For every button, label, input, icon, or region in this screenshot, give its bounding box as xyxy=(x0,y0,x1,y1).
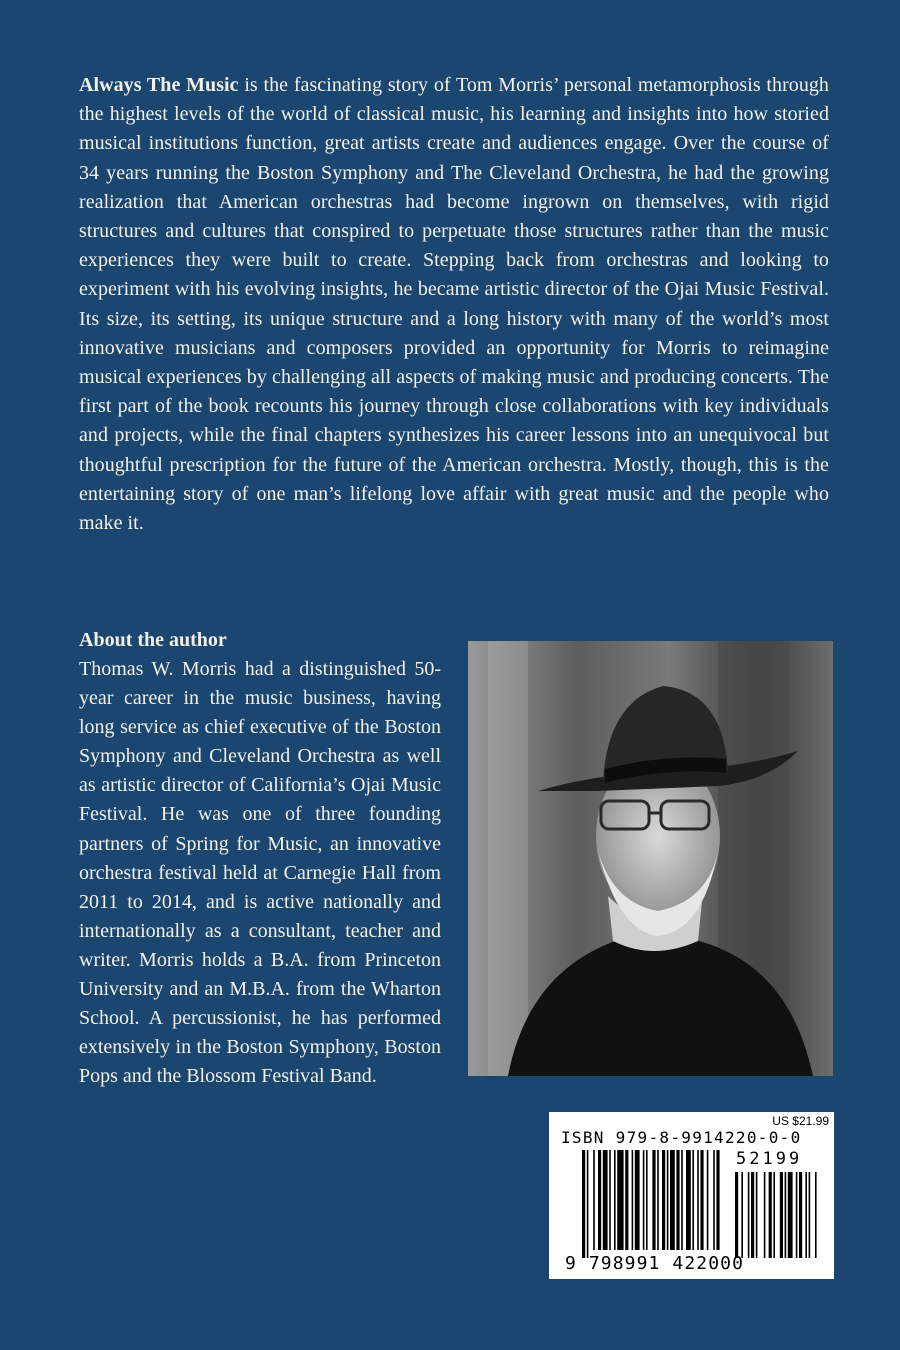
price-addon-digits: 52199 xyxy=(736,1149,803,1169)
barcode-bar xyxy=(603,1150,608,1250)
book-blurb xyxy=(79,71,829,538)
about-author-text: Thomas W. Morris had a distinguished 50-year career in the music business, having long service as chief executive of the Boston Symphony and Cleveland Orchestra as well as artistic director of California’s Ojai Music Festival. He was one of three founding partners of Spring for Music, an innovative orchestra festival held at Carnegie Hall from 2011 to 2014, and is active nationally and internationally as a consultant, teacher and writer. Morris holds a B.A. from Princeton University and an M.B.A. from the Wharton School. A percussionist, he has performed extensively in the Boston Symphony, Boston Pops and the Blossom Festival Band. xyxy=(79,658,441,1088)
addon-bar xyxy=(756,1172,758,1258)
isbn-number: ISBN 979-8-9914220-0-0 xyxy=(561,1128,802,1147)
barcode-bar xyxy=(625,1150,628,1250)
addon-bar xyxy=(764,1172,766,1258)
addon-bar xyxy=(780,1172,783,1258)
barcode-bar xyxy=(700,1150,703,1250)
addon-bar xyxy=(741,1172,743,1258)
addon-bar xyxy=(769,1172,772,1258)
barcode-bar xyxy=(670,1150,675,1250)
ean-digits: 9 798991 422000 xyxy=(565,1253,745,1274)
barcode-bar xyxy=(652,1150,655,1250)
about-author-heading: About the author xyxy=(79,629,227,651)
barcode-bar xyxy=(582,1150,585,1258)
barcode-bar xyxy=(614,1150,616,1250)
addon-bar xyxy=(735,1172,738,1258)
addon-bar xyxy=(785,1172,787,1258)
barcode-bar xyxy=(716,1150,719,1250)
book-title: Always The Music xyxy=(79,74,239,96)
addon-bar xyxy=(809,1172,811,1258)
addon-bar xyxy=(788,1172,793,1258)
barcode-bar xyxy=(697,1150,699,1250)
barcode-bar xyxy=(681,1150,683,1250)
barcode-bar xyxy=(609,1150,611,1250)
barcode-bar xyxy=(643,1150,645,1250)
barcode-bar xyxy=(676,1150,679,1250)
barcode-bar xyxy=(657,1150,659,1250)
barcode-bar xyxy=(692,1150,694,1250)
addon-bar xyxy=(796,1172,798,1258)
barcode-bar xyxy=(635,1150,640,1250)
price-label: US $21.99 xyxy=(772,1114,829,1128)
barcode-bar xyxy=(686,1150,691,1250)
addon-bar xyxy=(805,1172,807,1258)
addon-bar xyxy=(748,1172,750,1258)
barcode-bar xyxy=(713,1150,715,1250)
barcode-bar xyxy=(667,1150,669,1250)
addon-bar xyxy=(799,1172,802,1258)
barcode-bar xyxy=(646,1150,648,1250)
barcode-label xyxy=(549,1112,834,1279)
barcode-bar xyxy=(593,1150,595,1250)
addon-bar xyxy=(751,1172,754,1258)
barcode-bar xyxy=(617,1150,623,1250)
barcode-bar xyxy=(662,1150,665,1250)
barcode-bar xyxy=(707,1150,709,1250)
addon-bar xyxy=(773,1172,775,1258)
barcode-bar xyxy=(598,1150,601,1250)
blurb-text: is the fascinating story of Tom Morris’ personal metamorphosis through the highest levels of the world of classical music, his learning and insights into how storied musical institutions function, great artists create and audiences engage. Over the course of 34 years running the Boston Symphony and The Cleveland Orchestra, he had the growing realization that American orchestras had become ingrown on themselves, with rigid structures and cultures that conspired to perpetuate those structures rather than the music experiences they were built to create. Stepping back from orchestras and looking to experiment with his evolving insights, he became artistic director of the Ojai Music Festival. Its size, its setting, its unique structure and a long history with many of the world’s most innovative musicians and composers provided an opportunity for Morris to reimagine musical experiences by challenging all aspects of making music and producing concerts. The first part of the book recounts his journey through close collaborations with key individuals and projects, while the final chapters synthesizes his career lessons into an unequivocal but thoughtful prescription for the future of the American orchestra. Mostly, though, this is the entertaining story of one man’s lifelong love affair with great music and the people who make it. xyxy=(79,74,829,535)
addon-bar xyxy=(815,1172,817,1258)
author-photo xyxy=(468,641,833,1076)
barcode-bar xyxy=(632,1150,634,1250)
barcode-bar xyxy=(587,1150,589,1258)
